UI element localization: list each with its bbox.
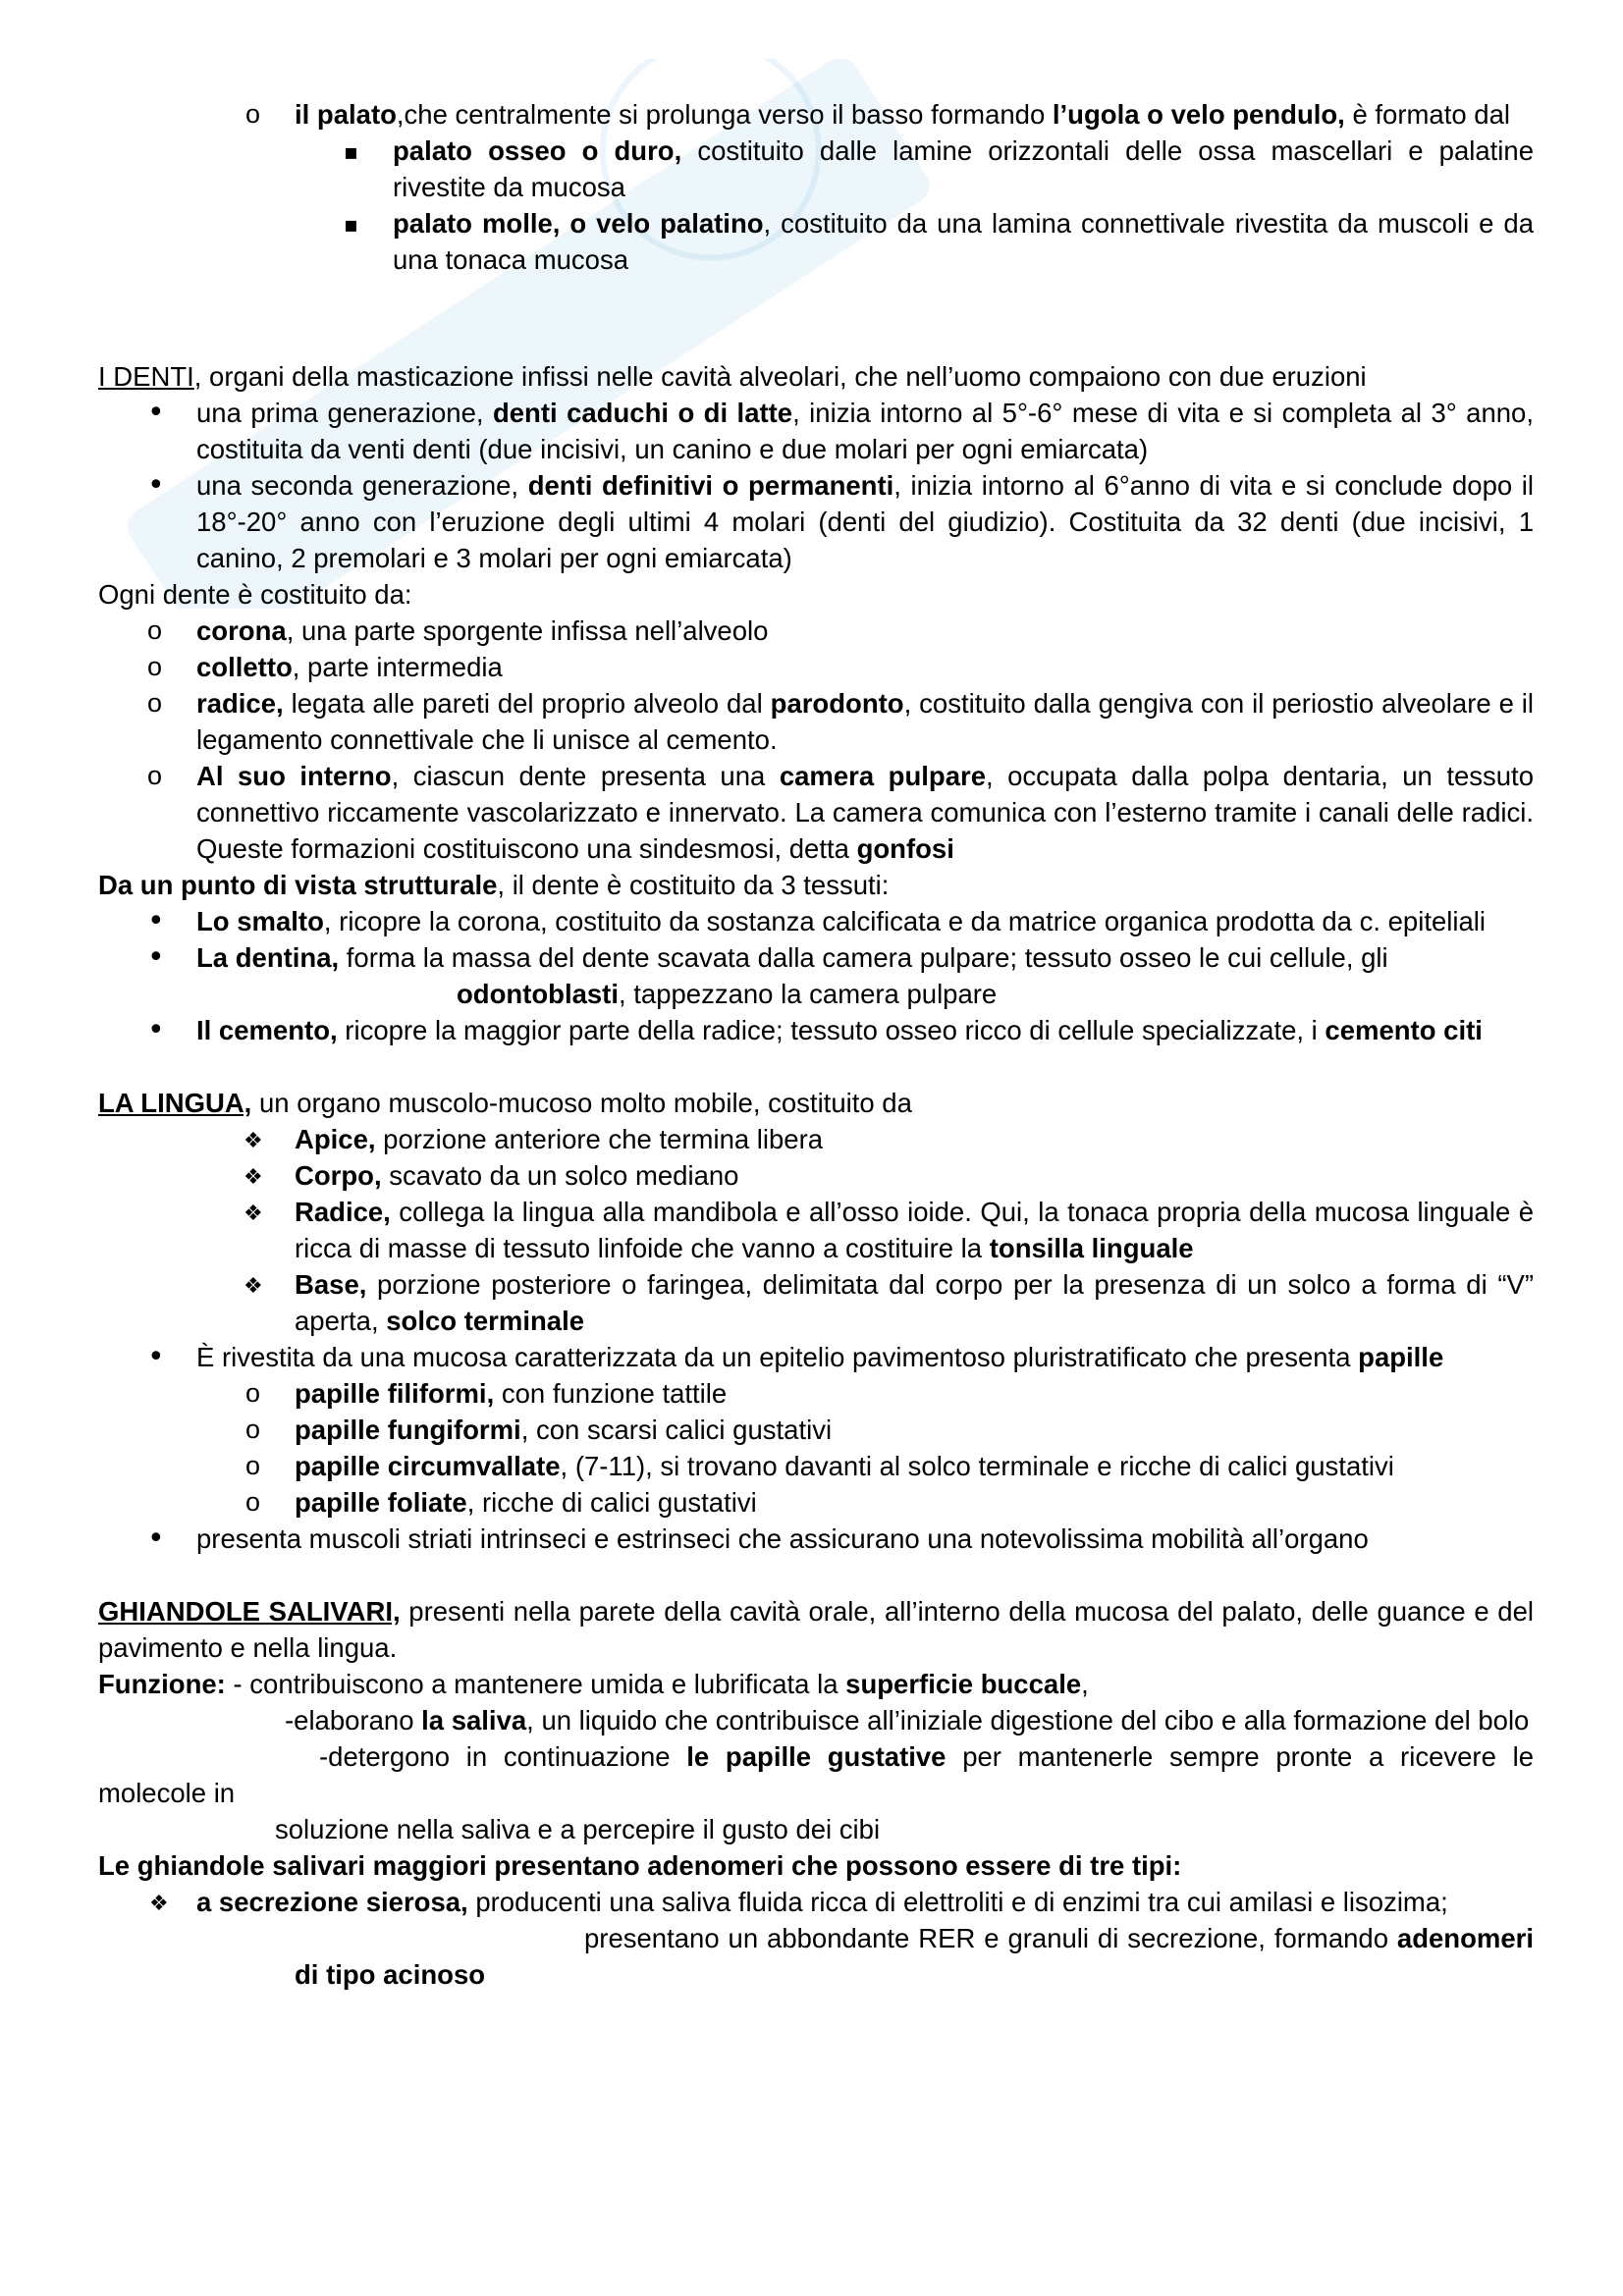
struttura-text: Da un punto di vista strutturale, il dente è costituito da 3 tessuti: xyxy=(98,870,890,900)
diamond-bullet-icon xyxy=(243,1194,263,1232)
list-item: • Il cemento, ricopre la maggior parte della radice; tessuto osseo ricco di cellule specializzate, i cemento citi xyxy=(98,1012,1534,1048)
funzione-line-3-cont: soluzione nella saliva e a percepire il gusto dei cibi xyxy=(275,1814,881,1844)
palato-term: il palato xyxy=(295,99,397,130)
list-item: o papille filiformi, con funzione tattile xyxy=(98,1375,1534,1412)
funzione-line-1: Funzione: - contribuiscono a mantenere umida e lubrificata la superficie buccale, xyxy=(98,1669,1089,1699)
diamond-bullet-icon xyxy=(243,1266,263,1305)
ogni-dente-text: Ogni dente è costituito da: xyxy=(98,579,412,610)
palato-osseo-item: ▪ palato osseo o duro, costituito dalle lamine orizzontali delle ossa mascellari e palatine rivestite da mucosa xyxy=(98,133,1534,205)
bullet-icon xyxy=(147,1012,165,1049)
list-item: ❖ Base, porzione posteriore o faringea, delimitata dal corpo per la presenza di un solco a forma di “V” aperta, solco terminale xyxy=(98,1266,1534,1339)
palato-item: o il palato,che centralmente si prolunga verso il basso formando l’ugola o velo pendulo, è formato dal xyxy=(98,96,1534,133)
list-item: ❖ Apice, porzione anteriore che termina libera xyxy=(98,1121,1534,1157)
lingua-muscoli-list xyxy=(98,1521,1534,1557)
circle-bullet-icon xyxy=(245,1448,260,1484)
ghiandole-maggiori-text: Le ghiandole salivari maggiori presentano adenomeri che possono essere di tre tipi: xyxy=(98,1850,1182,1881)
palato-list xyxy=(98,96,1534,278)
tessuti-list xyxy=(98,903,1534,1048)
funzione-line-2: -elaborano la saliva, un liquido che contribuisce all’iniziale digestione del cibo e alla formazione del bolo xyxy=(285,1705,1530,1735)
square-bullet-icon xyxy=(344,205,358,243)
circle-bullet-icon xyxy=(245,1412,260,1448)
document-page xyxy=(98,96,1534,1993)
bullet-icon xyxy=(147,467,165,505)
list-item: o corona, una parte sporgente infissa nell’alveolo xyxy=(98,613,1534,649)
list-item: • presenta muscoli striati intrinseci e estrinseci che assicurano una notevolissima mobilità all’organo xyxy=(98,1521,1534,1557)
bullet-icon xyxy=(147,903,165,940)
lingua-parts-list xyxy=(98,1121,1534,1375)
list-item: o colletto, parte intermedia xyxy=(98,649,1534,685)
list-item-continuation: presentano un abbondante RER e granuli di secrezione, formando adenomeri di tipo acinoso xyxy=(295,1923,1534,1990)
generation-item: • una seconda generazione, denti definitivi o permanenti, inizia intorno al 6°anno di vita e si conclude dopo il 18°-20° anno con l’eruzione degli ultimi 4 molari (denti del giudizio). Costituita da 32 denti (due incisivi, 1 canino, 2 premolari e 3 molari per ogni emiarcata) xyxy=(98,467,1534,576)
bullet-icon xyxy=(147,395,165,432)
circle-bullet-icon xyxy=(147,613,162,649)
bullet-icon xyxy=(147,1339,165,1376)
list-item-continuation: odontoblasti, tappezzano la camera pulpare xyxy=(457,979,998,1009)
list-item: ❖ Corpo, scavato da un solco mediano xyxy=(98,1157,1534,1194)
list-item: o papille fungiformi, con scarsi calici gustativi xyxy=(98,1412,1534,1448)
circle-bullet-icon xyxy=(245,1375,260,1412)
circle-bullet-icon xyxy=(245,96,260,133)
bullet-icon xyxy=(147,1521,165,1558)
dente-parts-list xyxy=(98,613,1534,867)
list-item: • Lo smalto, ricopre la corona, costituito da sostanza calcificata e da matrice organica prodotta da c. epiteliali xyxy=(98,903,1534,939)
lingua-heading: LA LINGUA, un organo muscolo-mucoso molto mobile, costituito da xyxy=(98,1088,912,1118)
bullet-icon xyxy=(147,939,165,977)
diamond-bullet-icon xyxy=(243,1121,263,1159)
palato-molle-item: ▪ palato molle, o velo palatino, costituito da una lamina connettivale rivestita da muscoli e da una tonaca mucosa xyxy=(98,205,1534,278)
list-item: o papille circumvallate, (7-11), si trovano davanti al solco terminale e ricche di calici gustativi xyxy=(98,1448,1534,1484)
ghiandole-heading: GHIANDOLE SALIVARI, presenti nella parete della cavità orale, all’interno della mucosa del palato, delle guance e del pavimento e nella lingua. xyxy=(98,1596,1534,1663)
list-item: o papille foliate, ricche di calici gustativi xyxy=(98,1484,1534,1521)
adenomeri-list xyxy=(98,1884,1534,1993)
denti-generations xyxy=(98,395,1534,576)
denti-heading: I DENTI, organi della masticazione infissi nelle cavità alveolari, che nell’uomo compaiono con due eruzioni xyxy=(98,361,1367,392)
list-item: ❖ Radice, collega la lingua alla mandibola e all’osso ioide. Qui, la tonaca propria della mucosa linguale è ricca di masse di tessuto linfoide che vanno a costituire la tonsilla linguale xyxy=(98,1194,1534,1266)
funzione-line-3: -detergono in continuazione le papille gustative per mantenerle sempre pronte a ricevere le molecole in xyxy=(98,1741,1534,1808)
list-item: ❖ a secrezione sierosa, producenti una saliva fluida ricca di elettroliti e di enzimi tra cui amilasi e lisozima; xyxy=(98,1884,1534,1920)
list-item: • È rivestita da una mucosa caratterizzata da un epitelio pavimentoso pluristratificato che presenta papille xyxy=(98,1339,1534,1375)
diamond-bullet-icon xyxy=(149,1884,169,1922)
list-item: • La dentina, forma la massa del dente scavata dalla camera pulpare; tessuto osseo le cui cellule, gli xyxy=(98,939,1534,976)
diamond-bullet-icon xyxy=(243,1157,263,1196)
papille-list xyxy=(98,1375,1534,1521)
circle-bullet-icon xyxy=(147,758,162,794)
generation-item: • una prima generazione, denti caduchi o di latte, inizia intorno al 5°-6° mese di vita e si completa al 3° anno, costituita da venti denti (due incisivi, un canino e due molari per ogni emiarcata) xyxy=(98,395,1534,467)
square-bullet-icon xyxy=(344,133,358,171)
list-item: o radice, legata alle pareti del proprio alveolo dal parodonto, costituito dalla gengiva con il periostio alveolare e il legamento connettivale che li unisce al cemento. xyxy=(98,685,1534,758)
circle-bullet-icon xyxy=(147,685,162,721)
circle-bullet-icon xyxy=(245,1484,260,1521)
circle-bullet-icon xyxy=(147,649,162,685)
list-item: o Al suo interno, ciascun dente presenta una camera pulpare, occupata dalla polpa dentaria, un tessuto connettivo riccamente vascolarizzato e innervato. La camera comunica con l’esterno tramite i canali delle radici. Queste formazioni costituiscono una sindesmosi, detta gonfosi xyxy=(98,758,1534,867)
